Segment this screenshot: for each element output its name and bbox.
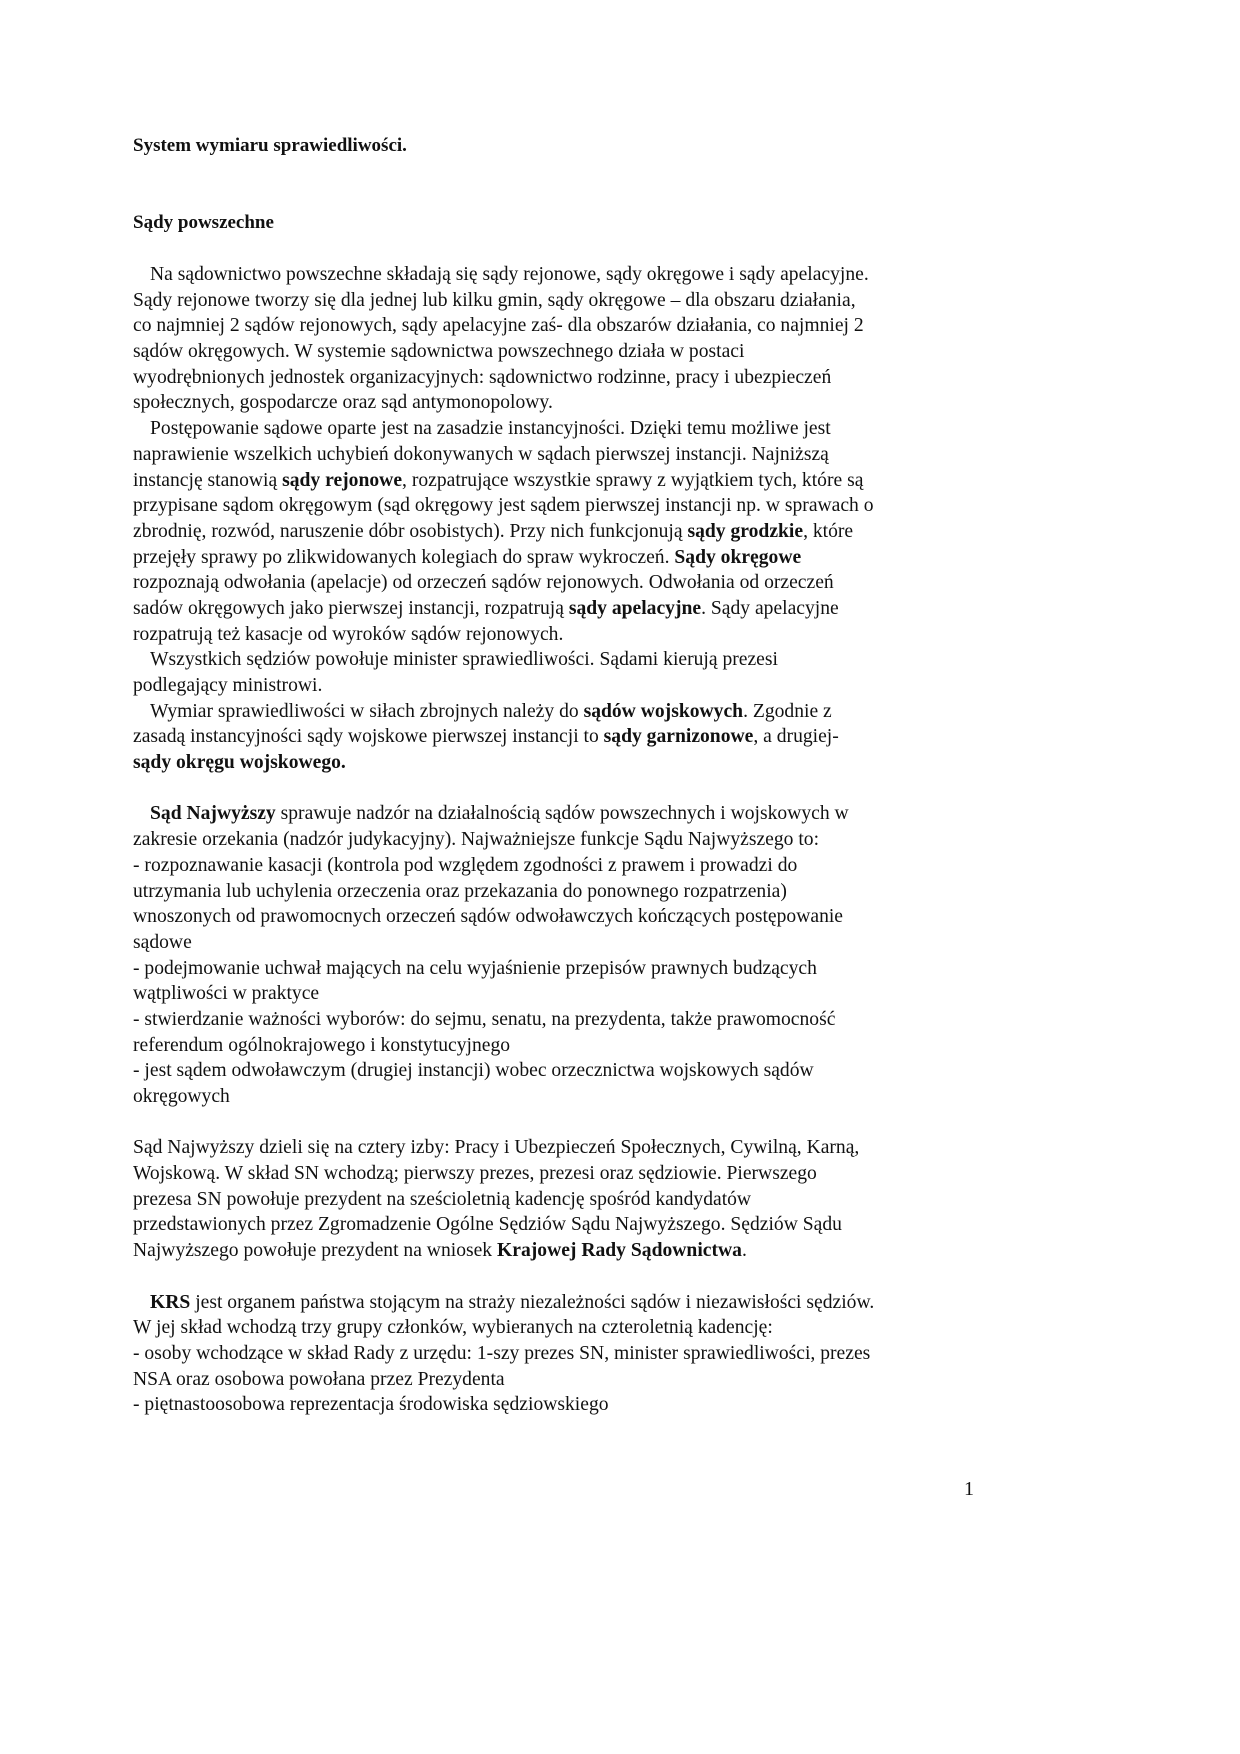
text-line bbox=[133, 827, 1013, 853]
bold-term: sądy rejonowe bbox=[282, 469, 403, 491]
text-run: Postępowanie sądowe oparte jest na zasadzie instancyjności. Dzięki temu możliwe jest bbox=[150, 418, 831, 440]
text-run: zakresie orzekania (nadzór judykacyjny). Najważniejsze funkcje Sądu Najwyższego to: bbox=[133, 829, 820, 851]
text-run: wnoszonych od prawomocnych orzeczeń sądów odwoławczych kończących postępowanie bbox=[133, 906, 844, 928]
text-line bbox=[133, 724, 1013, 750]
text-run: Sądy rejonowe tworzy się dla jednej lub kilku gmin, sądy okręgowe – dla obszaru działania, bbox=[133, 289, 856, 311]
text-line bbox=[133, 879, 1013, 905]
bold-term: sądy grodzkie bbox=[687, 520, 804, 542]
text-run: wątpliwości w praktyce bbox=[133, 983, 320, 1005]
text-run: co najmniej 2 sądów rejonowych, sądy apelacyjne zaś- dla obszarów działania, co najmniej 2 bbox=[133, 315, 864, 337]
text-run: - podejmowanie uchwał mających na celu wyjaśnienie przepisów prawnych budzących bbox=[133, 957, 817, 979]
text-run: wyodrębnionych jednostek organizacyjnych: sądownictwo rodzinne, pracy i ubezpieczeń bbox=[133, 366, 832, 388]
text-run: Wszystkich sędziów powołuje minister sprawiedliwości. Sądami kierują prezesi bbox=[150, 649, 778, 671]
text-run: sprawuje nadzór na działalnością sądów powszechnych i wojskowych w bbox=[275, 803, 849, 825]
text-line bbox=[133, 622, 1013, 648]
text-run: Sąd Najwyższy dzieli się na cztery izby: Pracy i Ubezpieczeń Społecznych, Cywilną, Karną, bbox=[133, 1137, 860, 1159]
text-line bbox=[133, 1238, 1013, 1264]
text-line bbox=[133, 1212, 1013, 1238]
text-run: - osoby wchodzące w skład Rady z urzędu: 1-szy prezes SN, minister sprawiedliwości, prezes bbox=[133, 1342, 871, 1364]
text-run: instancję stanowią bbox=[133, 469, 283, 491]
text-line bbox=[133, 673, 1013, 699]
text-line bbox=[133, 904, 1013, 930]
bold-term: sądy okręgu wojskowego. bbox=[133, 752, 346, 774]
blank-line bbox=[133, 1110, 1013, 1136]
text-run: przejęły sprawy po zlikwidowanych kolegiach do spraw wykroczeń. bbox=[133, 546, 675, 568]
text-run: Wojskową. W skład SN wchodzą; pierwszy prezes, prezesi oraz sędziowie. Pierwszego bbox=[133, 1163, 817, 1185]
text-run: Wymiar sprawiedliwości w siłach zbrojnych należy do bbox=[150, 700, 584, 722]
text-run: W jej skład wchodzą trzy grupy członków, wybieranych na czteroletnią kadencję: bbox=[133, 1317, 773, 1339]
text-run: rozpatrują też kasacje od wyroków sądów rejonowych. bbox=[133, 623, 564, 645]
text-line bbox=[133, 801, 1013, 827]
text-line bbox=[133, 288, 1013, 314]
text-run: , rozpatrujące wszystkie sprawy z wyjątkiem tych, które są bbox=[402, 469, 864, 491]
text-run: - piętnastoosobowa reprezentacja środowiska sędziowskiego bbox=[133, 1394, 609, 1416]
text-run: . Sądy apelacyjne bbox=[701, 597, 839, 619]
text-run: rozpoznają odwołania (apelacje) od orzeczeń sądów rejonowych. Odwołania od orzeczeń bbox=[133, 572, 834, 594]
text-line bbox=[133, 545, 1013, 571]
text-line bbox=[133, 570, 1013, 596]
text-run: NSA oraz osobowa powołana przez Prezydenta bbox=[133, 1368, 505, 1390]
text-line bbox=[133, 262, 1013, 288]
document-title: System wymiaru sprawiedliwości. bbox=[133, 135, 407, 156]
text-run: - rozpoznawanie kasacji (kontrola pod względem zgodności z prawem i prowadzi do bbox=[133, 854, 798, 876]
bold-term: Sąd Najwyższy bbox=[150, 803, 276, 825]
blank-line bbox=[133, 1264, 1013, 1290]
text-run: sądowe bbox=[133, 931, 192, 953]
text-run: Na sądownictwo powszechne składają się sądy rejonowe, sądy okręgowe i sądy apelacyjne. bbox=[150, 264, 869, 285]
text-line bbox=[133, 442, 1013, 468]
text-run: podlegający ministrowi. bbox=[133, 675, 323, 696]
text-line bbox=[133, 750, 1013, 776]
text-run: , a drugiej- bbox=[753, 726, 839, 748]
text-line bbox=[133, 956, 1013, 982]
text-line bbox=[133, 1161, 1013, 1187]
text-run: prezesa SN powołuje prezydent na sześcioletnią kadencję spośród kandydatów bbox=[133, 1188, 752, 1210]
text-line bbox=[133, 365, 1013, 391]
text-line bbox=[133, 416, 1013, 442]
text-run: - stwierdzanie ważności wyborów: do sejmu, senatu, na prezydenta, także prawomocność bbox=[133, 1008, 836, 1030]
text-run: okręgowych bbox=[133, 1086, 230, 1107]
text-line bbox=[133, 699, 1013, 725]
text-run: społecznych, gospodarcze oraz sąd antymonopolowy. bbox=[133, 392, 553, 414]
text-line bbox=[133, 981, 1013, 1007]
text-line bbox=[133, 1007, 1013, 1033]
text-run: jest organem państwa stojącym na straży niezależności sądów i niezawisłości sędziów. bbox=[190, 1291, 875, 1313]
text-run: sadów okręgowych jako pierwszej instancji, rozpatrują bbox=[133, 597, 569, 619]
text-line bbox=[133, 390, 1013, 416]
text-line bbox=[133, 1135, 1013, 1161]
bold-term: Sądy okręgowe bbox=[674, 546, 802, 568]
text-run: sądów okręgowych. W systemie sądownictwa powszechnego działa w postaci bbox=[133, 341, 745, 363]
text-line bbox=[133, 596, 1013, 622]
text-run: przedstawionych przez Zgromadzenie Ogólne Sędziów Sądu Najwyższego. Sędziów Sądu bbox=[133, 1214, 842, 1236]
text-line bbox=[133, 339, 1013, 365]
text-line bbox=[133, 1187, 1013, 1213]
bold-term: sądów wojskowych bbox=[583, 700, 744, 722]
text-line bbox=[133, 1392, 1013, 1418]
text-run: przypisane sądom okręgowym (sąd okręgowy jest sądem pierwszej instancji np. w sprawach o bbox=[133, 495, 874, 517]
text-line bbox=[133, 1341, 1013, 1367]
text-run: . Zgodnie z bbox=[743, 700, 832, 722]
text-line bbox=[133, 493, 1013, 519]
text-run: Najwyższego powołuje prezydent na wniosek bbox=[133, 1240, 498, 1262]
text-line bbox=[133, 1315, 1013, 1341]
bold-term: Krajowej Rady Sądownictwa bbox=[497, 1240, 742, 1262]
page-number: 1 bbox=[964, 1478, 974, 1500]
text-run: - jest sądem odwoławczym (drugiej instancji) wobec orzecznictwa wojskowych sądów bbox=[133, 1060, 814, 1082]
bold-term: sądy garnizonowe bbox=[603, 726, 754, 748]
text-run: naprawienie wszelkich uchybień dokonywanych w sądach pierwszej instancji. Najniższą bbox=[133, 443, 829, 465]
text-line bbox=[133, 1290, 1013, 1316]
text-line bbox=[133, 1058, 1013, 1084]
text-line bbox=[133, 313, 1013, 339]
text-line bbox=[133, 1084, 1013, 1110]
bold-term: sądy apelacyjne bbox=[568, 597, 702, 619]
text-run: zbrodnię, rozwód, naruszenie dóbr osobistych). Przy nich funkcjonują bbox=[133, 520, 688, 542]
section-heading: Sądy powszechne bbox=[133, 212, 274, 233]
text-line bbox=[133, 519, 1013, 545]
bold-term: KRS bbox=[150, 1291, 191, 1313]
text-run: utrzymania lub uchylenia orzeczenia oraz przekazania do ponownego rozpatrzenia) bbox=[133, 880, 787, 902]
text-line bbox=[133, 930, 1013, 956]
text-line bbox=[133, 853, 1013, 879]
text-line bbox=[133, 647, 1013, 673]
text-line bbox=[133, 1033, 1013, 1059]
text-line bbox=[133, 468, 1013, 494]
text-line bbox=[133, 1367, 1013, 1393]
document-body bbox=[133, 262, 1013, 1418]
text-run: zasadą instancyjności sądy wojskowe pierwszej instancji to bbox=[133, 726, 604, 748]
text-run: , które bbox=[803, 520, 854, 542]
blank-line bbox=[133, 776, 1013, 802]
text-run: . bbox=[741, 1240, 747, 1262]
text-run: referendum ogólnokrajowego i konstytucyjnego bbox=[133, 1034, 511, 1056]
